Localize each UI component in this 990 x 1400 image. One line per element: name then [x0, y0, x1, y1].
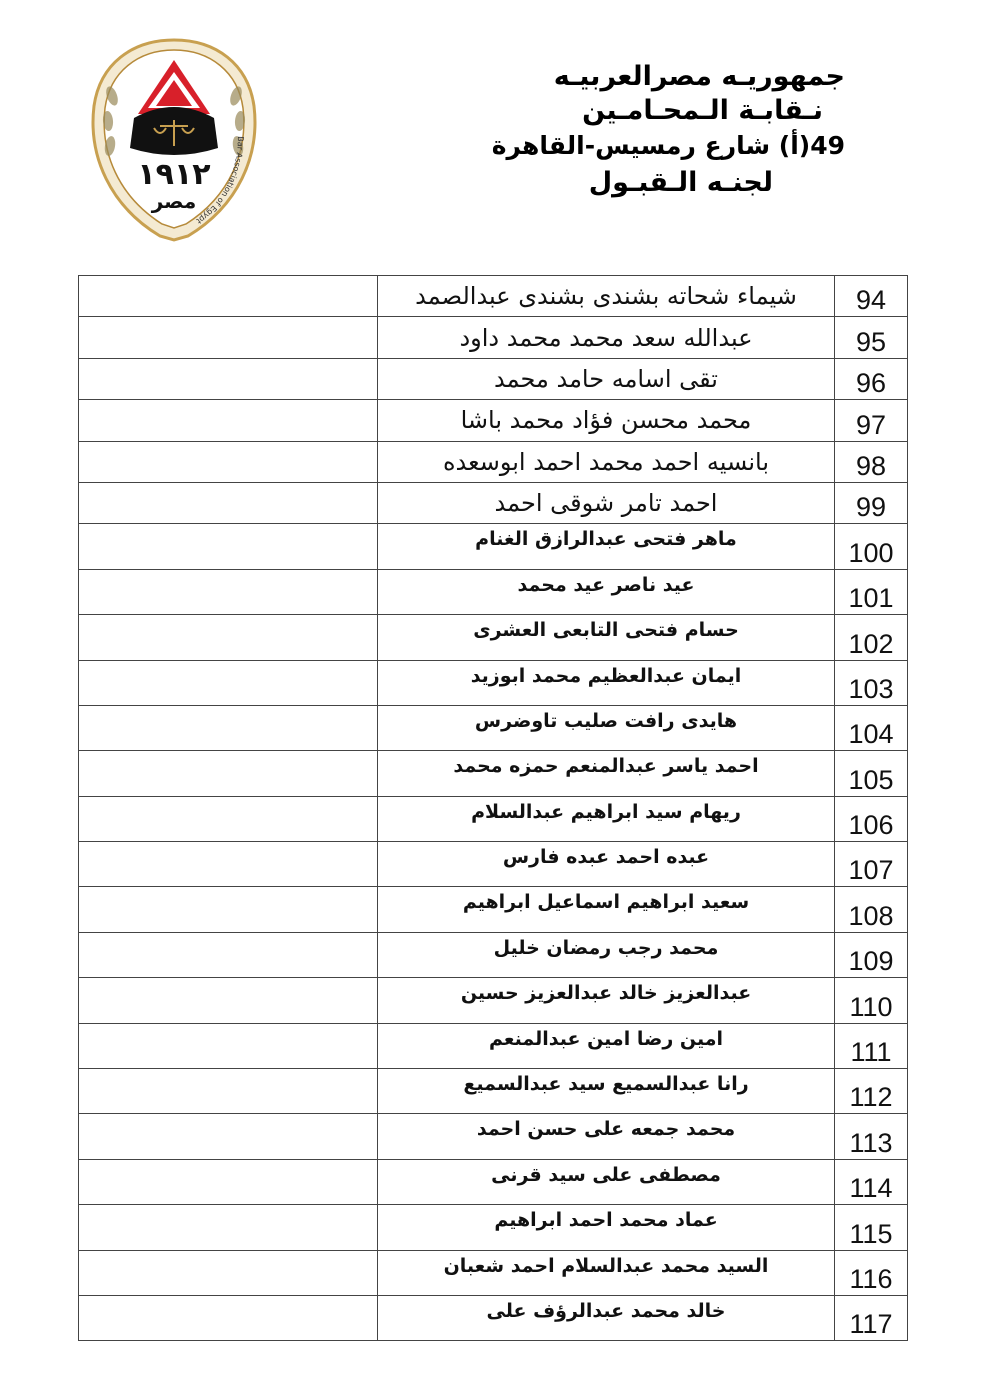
name-cell: عبدالله سعد محمد محمد داود — [378, 317, 835, 358]
notes-cell — [79, 615, 378, 660]
notes-cell — [79, 1023, 378, 1068]
table-row — [79, 441, 908, 482]
serial-number-cell: 107 — [835, 842, 908, 887]
table-row — [79, 276, 908, 317]
serial-number-cell: 106 — [835, 796, 908, 841]
notes-cell — [79, 842, 378, 887]
syndicate-title: نـقابـة الـمحـامـين — [582, 95, 823, 126]
name-cell: سعيد ابراهيم اسماعيل ابراهيم — [378, 887, 835, 932]
table-row — [79, 1295, 908, 1340]
name-cell: خالد محمد عبدالرؤف على — [378, 1295, 835, 1340]
table-row — [79, 978, 908, 1023]
name-cell: تقى اسامه حامد محمد — [378, 358, 835, 399]
table-row — [79, 482, 908, 523]
name-cell: محمد رجب رمضان خليل — [378, 932, 835, 977]
name-cell: محمد محسن فؤاد محمد باشا — [378, 400, 835, 441]
notes-cell — [79, 796, 378, 841]
table-row — [79, 887, 908, 932]
serial-number-cell: 105 — [835, 751, 908, 796]
logo-ring-text: Bar Association of Egypt — [194, 136, 246, 226]
notes-cell — [79, 932, 378, 977]
address-line: 49(أ) شارع رمسيس-القاهرة — [491, 131, 845, 160]
table-row — [79, 358, 908, 399]
notes-cell — [79, 751, 378, 796]
name-cell: حسام فتحى التابعى العشرى — [378, 615, 835, 660]
admission-list-body — [79, 276, 908, 1341]
table-row — [79, 751, 908, 796]
table-row — [79, 317, 908, 358]
table-row — [79, 932, 908, 977]
serial-number-cell: 94 — [835, 276, 908, 317]
name-cell: رانا عبدالسميع سيد عبدالسميع — [378, 1069, 835, 1114]
table-row — [79, 1205, 908, 1250]
letterhead — [470, 60, 845, 202]
table-row — [79, 660, 908, 705]
serial-number-cell: 113 — [835, 1114, 908, 1159]
notes-cell — [79, 276, 378, 317]
serial-number-cell: 110 — [835, 978, 908, 1023]
notes-cell — [79, 978, 378, 1023]
name-cell: محمد جمعه على حسن احمد — [378, 1114, 835, 1159]
name-cell: مصطفى على سيد قرنى — [378, 1159, 835, 1204]
notes-cell — [79, 317, 378, 358]
serial-number-cell: 112 — [835, 1069, 908, 1114]
serial-number-cell: 115 — [835, 1205, 908, 1250]
notes-cell — [79, 705, 378, 750]
table-row — [79, 1159, 908, 1204]
serial-number-cell: 101 — [835, 569, 908, 614]
serial-number-cell: 102 — [835, 615, 908, 660]
table-row — [79, 1069, 908, 1114]
notes-cell — [79, 1250, 378, 1295]
notes-cell — [79, 1114, 378, 1159]
serial-number-cell: 108 — [835, 887, 908, 932]
name-cell: عبده احمد عبده فارس — [378, 842, 835, 887]
serial-number-cell: 104 — [835, 705, 908, 750]
serial-number-cell: 100 — [835, 524, 908, 569]
notes-cell — [79, 887, 378, 932]
bar-association-logo — [88, 36, 260, 242]
admission-list-table — [78, 275, 908, 1341]
name-cell: امين رضا امين عبدالمنعم — [378, 1023, 835, 1068]
notes-cell — [79, 1295, 378, 1340]
name-cell: ريهام سيد ابراهيم عبدالسلام — [378, 796, 835, 841]
notes-cell — [79, 441, 378, 482]
name-cell: عيد ناصر عيد محمد — [378, 569, 835, 614]
table-row — [79, 705, 908, 750]
country-title: جمهوريـه مصرالعربيـه — [553, 61, 845, 92]
table-row — [79, 1114, 908, 1159]
logo-year: ١٩١٢ — [137, 157, 211, 192]
notes-cell — [79, 660, 378, 705]
notes-cell — [79, 1069, 378, 1114]
name-cell: بانسيه احمد محمد احمد ابوسعده — [378, 441, 835, 482]
notes-cell — [79, 569, 378, 614]
name-cell: عماد محمد احمد ابراهيم — [378, 1205, 835, 1250]
serial-number-cell: 99 — [835, 482, 908, 523]
notes-cell — [79, 482, 378, 523]
name-cell: شيماء شحاته بشندى بشندى عبدالصمد — [378, 276, 835, 317]
serial-number-cell: 96 — [835, 358, 908, 399]
serial-number-cell: 98 — [835, 441, 908, 482]
committee-title: لجنـه الـقبـول — [588, 167, 773, 198]
table-row — [79, 524, 908, 569]
name-cell: احمد تامر شوقى احمد — [378, 482, 835, 523]
name-cell: ايمان عبدالعظيم محمد ابوزيد — [378, 660, 835, 705]
serial-number-cell: 103 — [835, 660, 908, 705]
name-cell: ماهر فتحى عبدالرازق الغنام — [378, 524, 835, 569]
notes-cell — [79, 1159, 378, 1204]
name-cell: عبدالعزيز خالد عبدالعزيز حسين — [378, 978, 835, 1023]
bar-association-emblem-icon — [88, 36, 260, 242]
table-row — [79, 842, 908, 887]
notes-cell — [79, 524, 378, 569]
serial-number-cell: 111 — [835, 1023, 908, 1068]
table-row — [79, 615, 908, 660]
name-cell: هايدى رافت صليب تاوضرس — [378, 705, 835, 750]
name-cell: احمد ياسر عبدالمنعم حمزه محمد — [378, 751, 835, 796]
serial-number-cell: 117 — [835, 1295, 908, 1340]
table-row — [79, 796, 908, 841]
serial-number-cell: 114 — [835, 1159, 908, 1204]
notes-cell — [79, 1205, 378, 1250]
table-row — [79, 400, 908, 441]
serial-number-cell: 109 — [835, 932, 908, 977]
table-row — [79, 569, 908, 614]
table-row — [79, 1023, 908, 1068]
logo-country: مصر — [151, 189, 197, 213]
notes-cell — [79, 400, 378, 441]
serial-number-cell: 97 — [835, 400, 908, 441]
notes-cell — [79, 358, 378, 399]
name-cell: السيد محمد عبدالسلام احمد شعبان — [378, 1250, 835, 1295]
table-row — [79, 1250, 908, 1295]
serial-number-cell: 116 — [835, 1250, 908, 1295]
serial-number-cell: 95 — [835, 317, 908, 358]
